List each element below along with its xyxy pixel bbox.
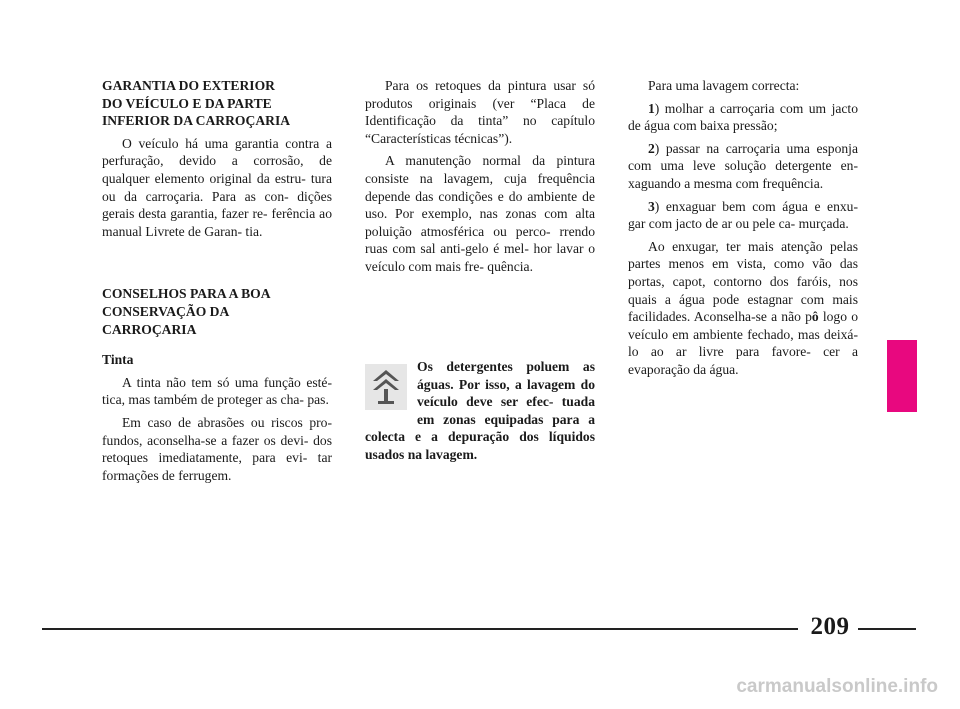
paragraph-maintenance: A manutenção normal da pintura consiste na lavagem, cuja frequência depende das condições e do ambiente de uso. Por exemplo, nas zonas com alta poluição atmosférica ou perco- rrendo ruas com sal anti-gelo é mel- hor lavar o veículo com mais fre- quência. xyxy=(365,153,595,274)
section-tab-marker xyxy=(887,340,917,412)
paragraph-warranty: O veículo há uma garantia contra a perfuração, devido a corrosão, de qualquer elemento original da estru- tura ou da carroçaria. Para as con- dições gerais desta garantia, fazer re- ferência ao manual Livrete de Garan- tia. xyxy=(102,135,332,239)
warning-text: Os detergentes poluem as águas. Por isso, a lavagem do veículo deve ser efec- tuada em zonas equipadas para a colecta e a depuração dos líquidos usados na lavagem. xyxy=(365,359,595,462)
column-middle xyxy=(365,77,595,281)
paragraph-scratches: Em caso de abrasões ou riscos pro- fundos, aconselha-se a fazer os devi- dos retoques imediatamente, para evi- tar formações de ferrugem. xyxy=(102,414,332,483)
paragraph-paint-function: A tinta não tem só uma função esté- tica, mas também de proteger as cha- pas. xyxy=(102,374,332,408)
wash-step-1: 1) molhar a carroçaria com um jacto de água com baixa pressão; xyxy=(628,100,858,134)
column-right xyxy=(628,77,858,384)
warning-box xyxy=(365,358,595,464)
heading-body-care: CONSELHOS PARA A BOA CONSERVAÇÃO DA CARROÇARIA xyxy=(102,286,271,337)
paragraph-drying: Ao enxugar, ter mais atenção pelas partes menos em vista, como vão das portas, capot, contorno dos faróis, nos quais a água pode estagnar com mais facilidades. Aconselha-se a não pô logo o veículo em ambiente fechado, mas deixá-lo ao ar livre para favore- cer a evaporação da água. xyxy=(628,238,858,377)
heading-exterior-warranty: GARANTIA DO EXTERIOR DO VEÍCULO E DA PARTE INFERIOR DA CARROÇARIA xyxy=(102,78,291,129)
paragraph-touch-up: Para os retoques da pintura usar só produtos originais (ver “Placa de Identificação da tinta” no capítulo “Características técnicas”). xyxy=(365,78,595,146)
subheading-paint: Tinta xyxy=(102,352,134,368)
watermark: carmanualsonline.info xyxy=(736,676,938,697)
wash-step-3: 3) enxaguar bem com água e enxu- gar com jacto de ar ou pele ca- murçada. xyxy=(628,198,858,232)
column-left xyxy=(102,77,332,489)
wash-step-2: 2) passar na carroçaria uma esponja com uma leve solução detergente en- xaguando a mesma com frequência. xyxy=(628,140,858,191)
page-number: 209 xyxy=(810,613,850,640)
footer-rule-right xyxy=(858,628,916,630)
environment-icon xyxy=(365,364,407,410)
paragraph-wash-intro: Para uma lavagem correcta: xyxy=(648,78,800,93)
footer-rule-left xyxy=(42,628,798,630)
